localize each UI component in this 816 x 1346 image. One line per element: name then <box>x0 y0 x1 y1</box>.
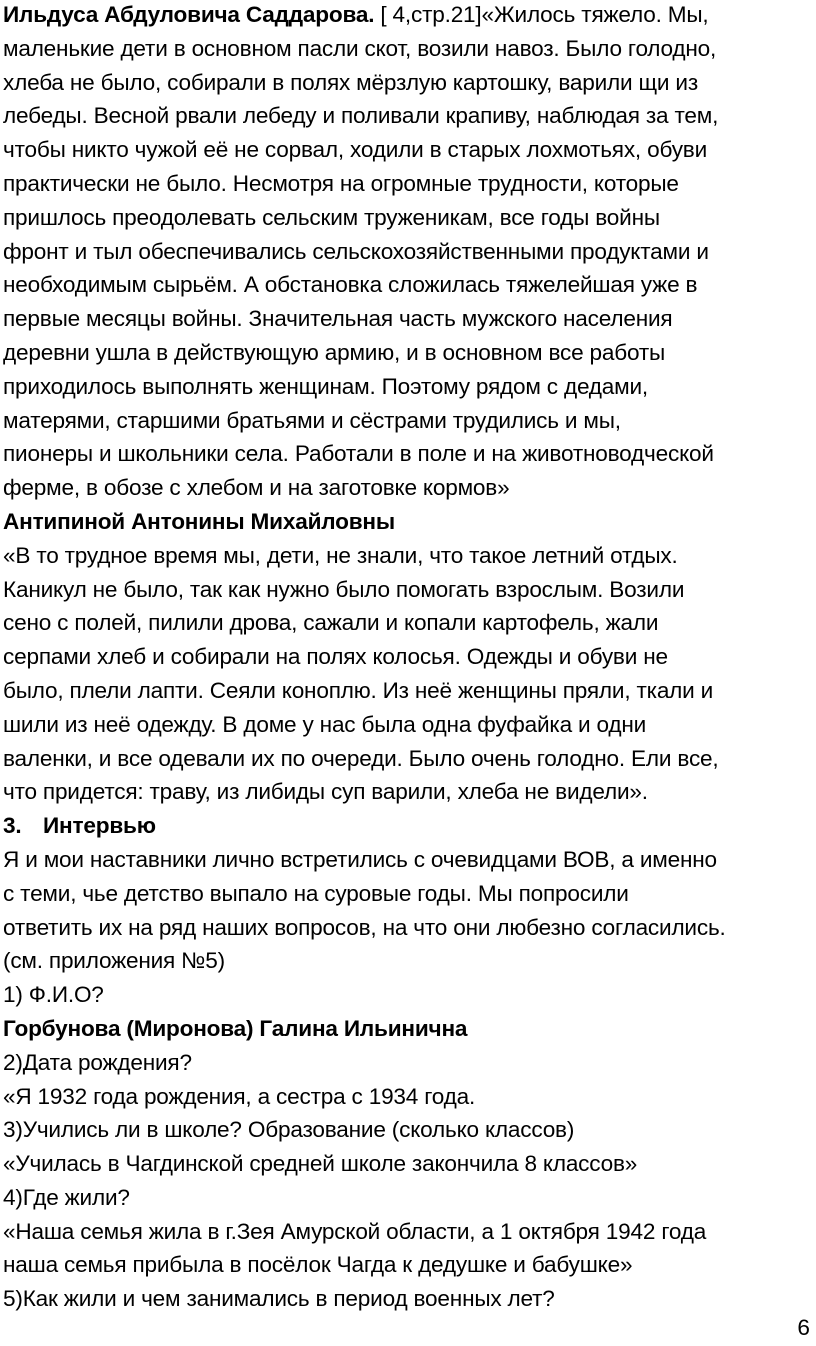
paragraph-line: маленькие дети в основном пасли скот, возили навоз. Было голодно, <box>3 35 717 61</box>
document-body <box>3 0 815 1316</box>
paragraph-line: необходимым сырьём. А обстановка сложилась тяжелейшая уже в <box>3 272 698 298</box>
paragraph-line: серпами хлеб и собирали на полях колосья. Одежды и обуви не <box>3 644 668 670</box>
paragraph-line: чтобы никто чужой её не сорвал, ходили в старых лохмотьях, обуви <box>3 137 708 163</box>
interview-question: 2)Дата рождения? <box>3 1049 192 1075</box>
interview-question: 5)Как жили и чем занимались в период военных лет? <box>3 1286 555 1312</box>
interview-answer: «Наша семья жила в г.Зея Амурской области, а 1 октября 1942 года <box>3 1218 707 1244</box>
paragraph-line: матерями, старшими братьями и сёстрами трудились и мы, <box>3 407 621 433</box>
author-name: Ильдуса Абдуловича Саддарова. <box>3 2 375 27</box>
interview-answer: наша семья прибыла в посёлок Чагда к дедушке и бабушке» <box>3 1252 633 1278</box>
paragraph-line: ферме, в обозе с хлебом и на заготовке кормов» <box>3 475 510 501</box>
interview-question: 4)Где жили? <box>3 1184 130 1210</box>
paragraph-line: шили из неё одежду. В доме у нас была одна фуфайка и одни <box>3 711 647 737</box>
section-heading <box>3 809 815 843</box>
paragraph-line: лебеды. Весной рвали лебеду и поливали крапиву, наблюдая за тем, <box>3 103 719 129</box>
paragraph-line: приходилось выполнять женщинам. Поэтому рядом с дедами, <box>3 373 648 399</box>
section-number: 3. <box>3 813 22 839</box>
paragraph-line: пионеры и школьники села. Работали в поле и на животноводческой <box>3 441 714 467</box>
section-title: Интервью <box>43 813 156 839</box>
paragraph-line: (см. приложения №5) <box>3 948 225 974</box>
interviewee-name: Горбунова (Миронова) Галина Ильинична <box>3 1015 468 1041</box>
paragraph-line: что придется: траву, из либиды суп варили, хлеба не видели». <box>3 779 648 805</box>
interview-question: 1) Ф.И.О? <box>3 982 104 1008</box>
paragraph-line: Каникул не было, так как нужно было помогать взрослым. Возили <box>3 576 685 602</box>
paragraph-line: первые месяцы войны. Значительная часть мужского населения <box>3 306 673 332</box>
quote-start: «Жилось тяжело. Мы, <box>481 2 709 27</box>
paragraph-line: фронт и тыл обеспечивались сельскохозяйственными продуктами и <box>3 238 709 264</box>
paragraph-line: ответить их на ряд наших вопросов, на что они любезно согласились. <box>3 914 726 940</box>
interview-question: 3)Учились ли в школе? Образование (сколько классов) <box>3 1117 575 1143</box>
paragraph-line: было, плели лапти. Сеяли коноплю. Из неё женщины пряли, ткали и <box>3 677 714 703</box>
interview-answer: «Училась в Чагдинской средней школе закончила 8 классов» <box>3 1151 638 1177</box>
paragraph-line <box>3 0 815 32</box>
author-name: Антипиной Антонины Михайловны <box>3 508 395 534</box>
paragraph-line: пришлось преодолевать сельским труженикам, все годы войны <box>3 204 660 230</box>
citation-ref: [ 4,стр.21] <box>374 2 482 27</box>
paragraph-line: Я и мои наставники лично встретились с очевидцами ВОВ, а именно <box>3 846 717 872</box>
paragraph-line: с теми, чье детство выпало на суровые годы. Мы попросили <box>3 880 629 906</box>
paragraph-line: сено с полей, пилили дрова, сажали и копали картофель, жали <box>3 610 659 636</box>
paragraph-line: деревни ушла в действующую армию, и в основном все работы <box>3 339 666 365</box>
interview-answer: «Я 1932 года рождения, а сестра с 1934 года. <box>3 1083 476 1109</box>
paragraph-line: валенки, и все одевали их по очереди. Было очень голодно. Ели все, <box>3 745 719 771</box>
paragraph-line: практически не было. Несмотря на огромные трудности, которые <box>3 170 679 196</box>
paragraph-line: «В то трудное время мы, дети, не знали, что такое летний отдых. <box>3 542 678 568</box>
paragraph-line: хлеба не было, собирали в полях мёрзлую картошку, варили щи из <box>3 69 698 95</box>
page-number: 6 <box>797 1315 810 1340</box>
